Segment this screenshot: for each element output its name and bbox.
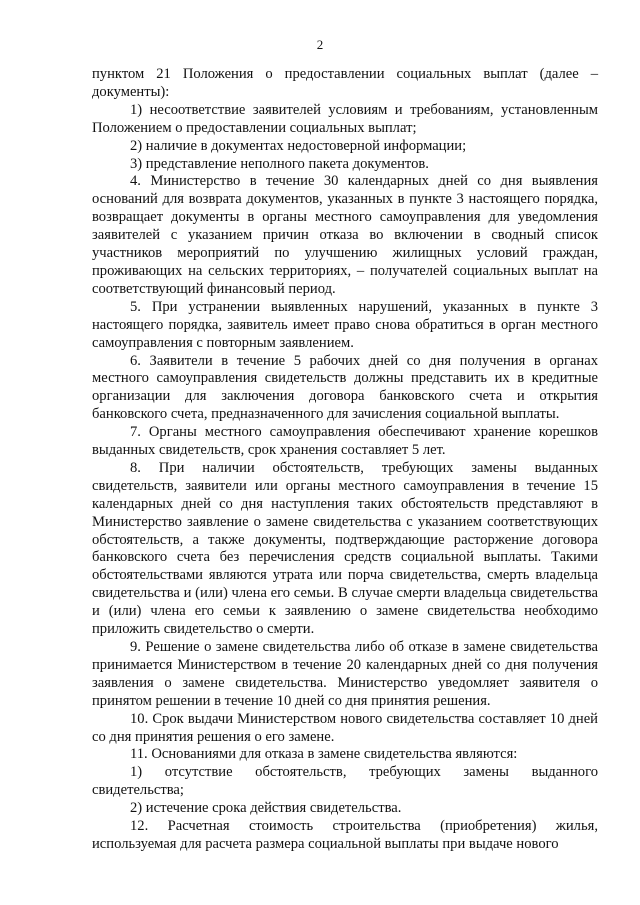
clause-12: 12. Расчетная стоимость строительства (приобретения) жилья, используемая для расчета размера социальной выплаты при выдаче нового <box>92 818 598 852</box>
page-number: 2 <box>316 37 324 52</box>
clause-8: 8. При наличии обстоятельств, требующих замены выданных свидетельств, заявители или органы местного самоуправления в течение 15 календарных дней со дня наступления таких обстоятельств представляют в Министерство заявление о замене свидетельства с указанием соответствующих обстоятельств, а также документы, подтверждающие расторжение договора банковского счета без перечисления средств социальной выплаты. Такими обстоятельствами являются утрата или порча свидетельства, смерть владельца свидетельства и (или) члена его семьи. В случае смерти владельца свидетельства и (или) члена его семьи к заявлению о замене свидетельства необходимо приложить свидетельство о смерти. <box>92 459 598 638</box>
clause-7: 7. Органы местного самоуправления обеспечивают хранение корешков выданных свидетельств, срок хранения составляет 5 лет. <box>92 424 598 459</box>
clause-4: 4. Министерство в течение 30 календарных дней со дня выявления оснований для возврата документов, указанных в пункте 3 настоящего порядка, возвращает документы в органы местного самоуправления для уведомления заявителей с указанием причин отказа во включении в сводный список участников мероприятий по улучшению жилищных условий граждан, проживающих на сельских территориях, – получателей социальных выплат на соответствующий финансовый период. <box>92 173 598 297</box>
clause-10: 10. Срок выдачи Министерством нового свидетельства составляет 10 дней со дня принятия решения о его замене. <box>92 710 598 745</box>
list-item-3: 3) представление неполного пакета документов. <box>130 155 429 172</box>
list-item-1: 1) несоответствие заявителей условиям и требованиям, установленным Положением о предоставлении социальных выплат; <box>92 101 598 136</box>
clause-9: 9. Решение о замене свидетельства либо об отказе в замене свидетельства принимается Министерством в течение 20 календарных дней со дня получения заявления о замене свидетельства. Министерство уведомляет заявителя о принятом решении в течение 10 дней со дня принятия решения. <box>92 639 598 709</box>
clause-11-item-2: 2) истечение срока действия свидетельства. <box>130 800 402 817</box>
document-body <box>92 66 598 854</box>
paragraph-continuation: пунктом 21 Положения о предоставлении социальных выплат (далее – документы): <box>92 66 598 100</box>
clause-6: 6. Заявители в течение 5 рабочих дней со дня получения в органах местного самоуправления свидетельств должны представить их в кредитные организации для заключения договора банковского счета и открытия банковского счета, предназначенного для зачисления социальной выплаты. <box>92 352 598 423</box>
clause-11: 11. Основаниями для отказа в замене свидетельства являются: <box>130 746 518 763</box>
list-item-2: 2) наличие в документах недостоверной информации; <box>130 137 467 154</box>
clause-5: 5. При устранении выявленных нарушений, указанных в пункте 3 настоящего порядка, заявитель имеет право снова обратиться в орган местного самоуправления с повторным заявлением. <box>92 298 598 351</box>
clause-11-item-1: 1) отсутствие обстоятельств, требующих замены выданного свидетельства; <box>92 764 598 799</box>
